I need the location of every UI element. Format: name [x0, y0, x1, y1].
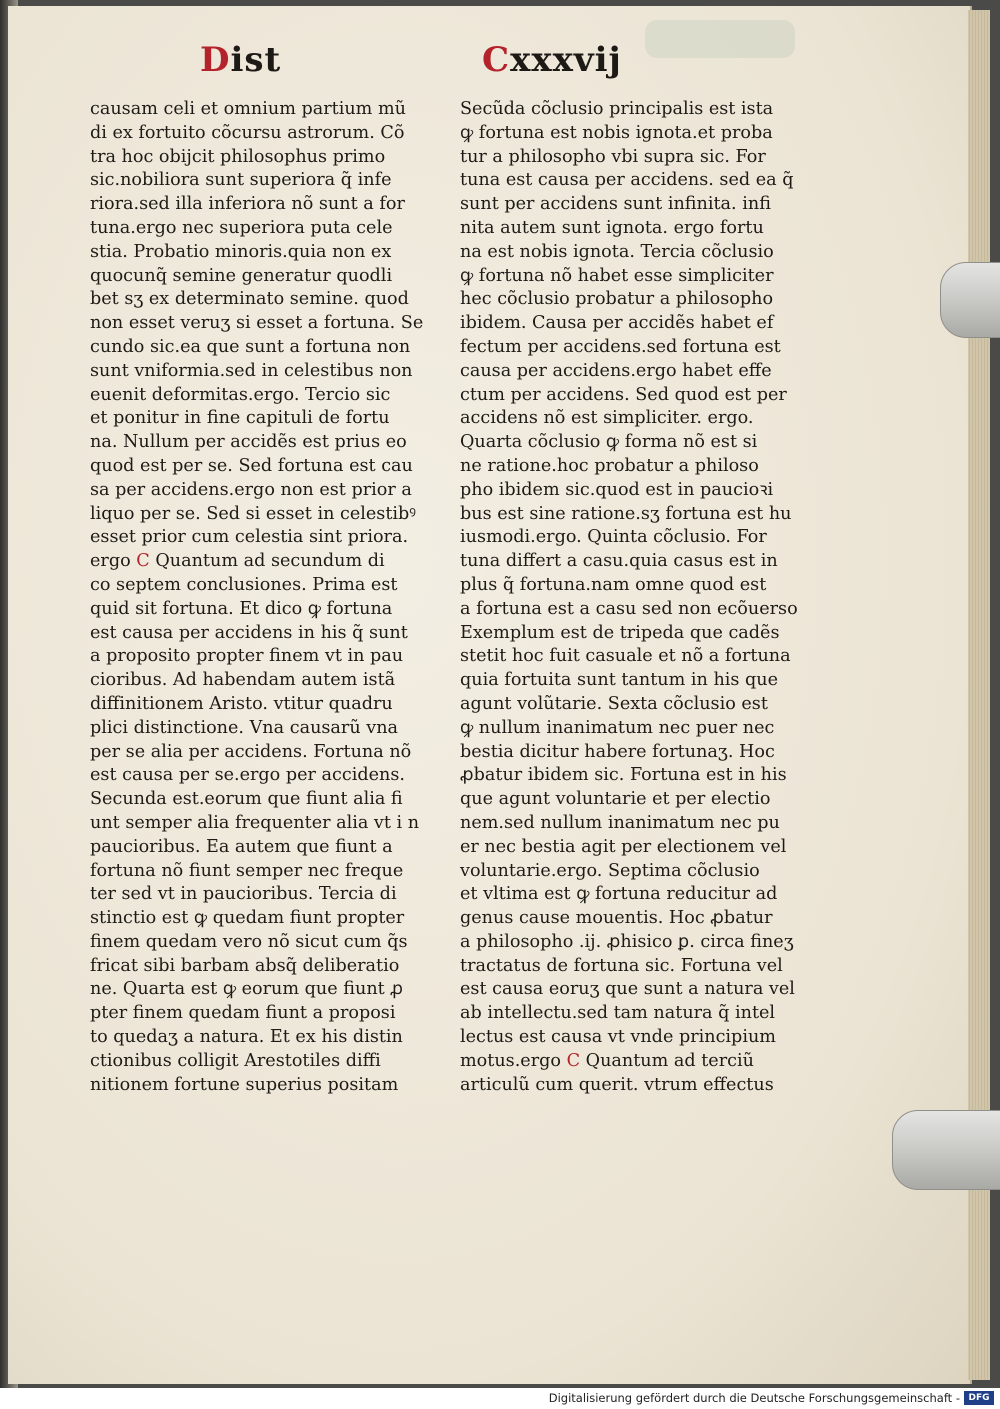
text-column-right [460, 98, 798, 1097]
text-line: na. Nullum per accidẽs est prius eo [90, 432, 407, 453]
text-line: articulũ cum querit. vtrum effectus [460, 1074, 774, 1095]
text-line: ꝙ fortuna est nobis ignota.et proba [460, 122, 773, 143]
text-line: est causa eoruʒ que sunt a natura vel [460, 979, 795, 1000]
text-column-left [90, 98, 423, 1097]
text-line: causam celi et omnium partium mũ [90, 99, 406, 119]
text-line: riora.sed illa inferiora nõ sunt a for [90, 194, 405, 215]
text-line: quod est per se. Sed fortuna est cau [90, 455, 413, 476]
text-line: causa per accidens.ergo habet effe [460, 360, 772, 381]
text-line: nitionem fortune superius positam [90, 1074, 399, 1095]
text-line: ibidem. Causa per accidẽs habet ef [460, 313, 774, 334]
text-line: et ponitur in fine capituli de fortu [90, 408, 390, 429]
text-line: sunt vniformia.sed in celestibus non [90, 360, 413, 381]
text-line: pho ibidem sic.quod est in paucioꝛi [460, 479, 774, 500]
text-line: pter finem quedam fiunt a proposi [90, 1003, 396, 1024]
text-line: accidens nõ est simpliciter. ergo. [460, 408, 754, 429]
paragraph-mark: C [136, 551, 150, 572]
folio-text: xxxvij [510, 40, 622, 80]
funding-credit: Digitalisierung gefördert durch die Deutsche Forschungsgemeinschaft - [548, 1391, 960, 1405]
text-line: stetit hoc fuit casuale et nõ a fortuna [460, 646, 791, 667]
text-line: iusmodi.ergo. Quinta cõclusio. For [460, 527, 767, 548]
running-header-left [200, 40, 281, 80]
header-text: ist [230, 40, 282, 80]
text-line: ꝙ fortuna nõ habet esse simpliciter [460, 265, 774, 286]
text-line: ne ratione.hoc probatur a philoso [460, 455, 759, 476]
text-line: esset prior cum celestia sint priora. [90, 527, 409, 548]
text-line: fectum per accidens.sed fortuna est [460, 336, 781, 357]
text-line: bet sʒ ex determinato semine. quod [90, 289, 409, 310]
text-line: sunt per accidens sunt infinita. infi [460, 194, 771, 215]
text-line: non esset veruʒ si esset a fortuna. Se [90, 313, 424, 334]
paragraph-mark: C [566, 1050, 581, 1071]
text-line: tuna differt a casu.quia casus est in [460, 551, 778, 572]
text-line: ꝓbatur ibidem sic. Fortuna est in his [460, 765, 787, 786]
text-line: diffinitionem Aristo. vtitur quadru [90, 693, 393, 714]
text-line: genus cause mouentis. Hoc ꝓbatur [460, 908, 773, 929]
text-line: lectus est causa vt vnde principium [460, 1027, 776, 1048]
text-line: hec cõclusio probatur a philosopho [460, 289, 774, 310]
text-line: quia fortuita sunt tantum in his que [460, 670, 779, 691]
text-line: finem quedam vero nõ sicut cum q̃s [90, 931, 408, 952]
text-line: stia. Probatio minoris.quia non ex [90, 241, 392, 262]
text-line: a proposito propter finem vt in pau [90, 646, 404, 667]
text-line: Secũda cõclusio principalis est ista [460, 99, 774, 119]
text-line: er nec bestia agit per electionem vel [460, 836, 787, 857]
text-line: unt semper alia frequenter alia vt i n [90, 812, 420, 833]
text-line: est causa per accidens in his q̃ sunt [90, 622, 408, 643]
text-line: motus.ergo C Quantum ad terciũ [460, 1050, 754, 1071]
text-line: quocunq̃ semine generatur quodli [90, 265, 393, 286]
text-line: cioribus. Ad habendam autem istã [90, 670, 396, 691]
text-line: voluntarie.ergo. Septima cõclusio [460, 860, 760, 881]
digitization-footer [0, 1388, 1000, 1409]
text-line: tuna est causa per accidens. sed ea q̃ [460, 170, 794, 191]
text-line: ctionibus colligit Arestotiles diffi [90, 1050, 381, 1071]
rubric-initial: C [482, 40, 511, 80]
folio-number [482, 40, 622, 80]
text-line: di ex fortuito cõcursu astrorum. Cõ [90, 122, 405, 143]
text-line: sa per accidens.ergo non est prior a [90, 479, 412, 500]
book-clamp [940, 262, 1000, 338]
text-line: nem.sed nullum inanimatum nec pu [460, 812, 780, 833]
text-line: paucioribus. Ea autem que fiunt a [90, 836, 393, 857]
text-line: quid sit fortuna. Et dico ꝙ fortuna [90, 598, 393, 619]
text-line: liquo per se. Sed si esset in celestibꝰ [90, 503, 417, 524]
text-line: ter sed vt in paucioribus. Tercia di [90, 884, 397, 905]
paper-stain [645, 20, 795, 58]
text-line: stinctio est ꝙ quedam fiunt propter [90, 908, 405, 929]
text-line: et vltima est ꝙ fortuna reducitur ad [460, 884, 778, 905]
text-line: plus q̃ fortuna.nam omne quod est [460, 574, 767, 595]
text-line: ne. Quarta est ꝙ eorum que fiunt ꝓ [90, 979, 403, 1000]
text-line: ab intellectu.sed tam natura q̃ intel [460, 1003, 776, 1024]
rubric-initial: D [200, 40, 231, 80]
text-line: tractatus de fortuna sic. Fortuna vel [460, 955, 783, 976]
text-line: sic.nobiliora sunt superiora q̃ infe [90, 170, 392, 191]
text-line: ꝙ nullum inanimatum nec puer nec [460, 717, 775, 738]
text-line: co septem conclusiones. Prima est [90, 574, 398, 595]
text-line: bus est sine ratione.sʒ fortuna est hu [460, 503, 792, 524]
text-line: tur a philosopho vbi supra sic. For [460, 146, 766, 167]
text-line: ergo C Quantum ad secundum di [90, 551, 385, 572]
text-line: tra hoc obijcit philosophus primo [90, 146, 386, 167]
text-line: Secunda est.eorum que fiunt alia fi [90, 789, 403, 810]
text-line: Quarta cõclusio ꝙ forma nõ est si [460, 432, 758, 453]
text-line: euenit deformitas.ergo. Tercio sic [90, 384, 391, 405]
text-line: que agunt voluntarie et per electio [460, 789, 771, 810]
book-clamp [892, 1110, 1000, 1190]
text-line: fricat sibi barbam absq̃ deliberatio [90, 955, 400, 976]
text-line: ctum per accidens. Sed quod est per [460, 384, 787, 405]
text-line: a fortuna est a casu sed non ecõuerso [460, 598, 798, 619]
text-line: per se alia per accidens. Fortuna nõ [90, 741, 412, 762]
text-line: fortuna nõ fiunt semper nec freque [90, 860, 404, 881]
text-line: tuna.ergo nec superiora puta cele [90, 217, 393, 238]
dfg-logo: DFG [964, 1391, 994, 1405]
text-line: na est nobis ignota. Tercia cõclusio [460, 241, 774, 262]
text-line: bestia dicitur habere fortunaʒ. Hoc [460, 741, 775, 762]
text-line: est causa per se.ergo per accidens. [90, 765, 405, 786]
text-line: to quedaʒ a natura. Et ex his distin [90, 1027, 403, 1048]
text-line: nita autem sunt ignota. ergo fortu [460, 217, 764, 238]
text-line: a philosopho .ij. ꝓhisico ꝑ. circa fineʒ [460, 931, 794, 952]
text-line: Exemplum est de tripeda que cadẽs [460, 622, 780, 643]
text-line: plici distinctione. Vna causarũ vna [90, 717, 399, 738]
text-line: cundo sic.ea que sunt a fortuna non [90, 336, 411, 357]
text-line: agunt volũtarie. Sexta cõclusio est [460, 693, 768, 714]
